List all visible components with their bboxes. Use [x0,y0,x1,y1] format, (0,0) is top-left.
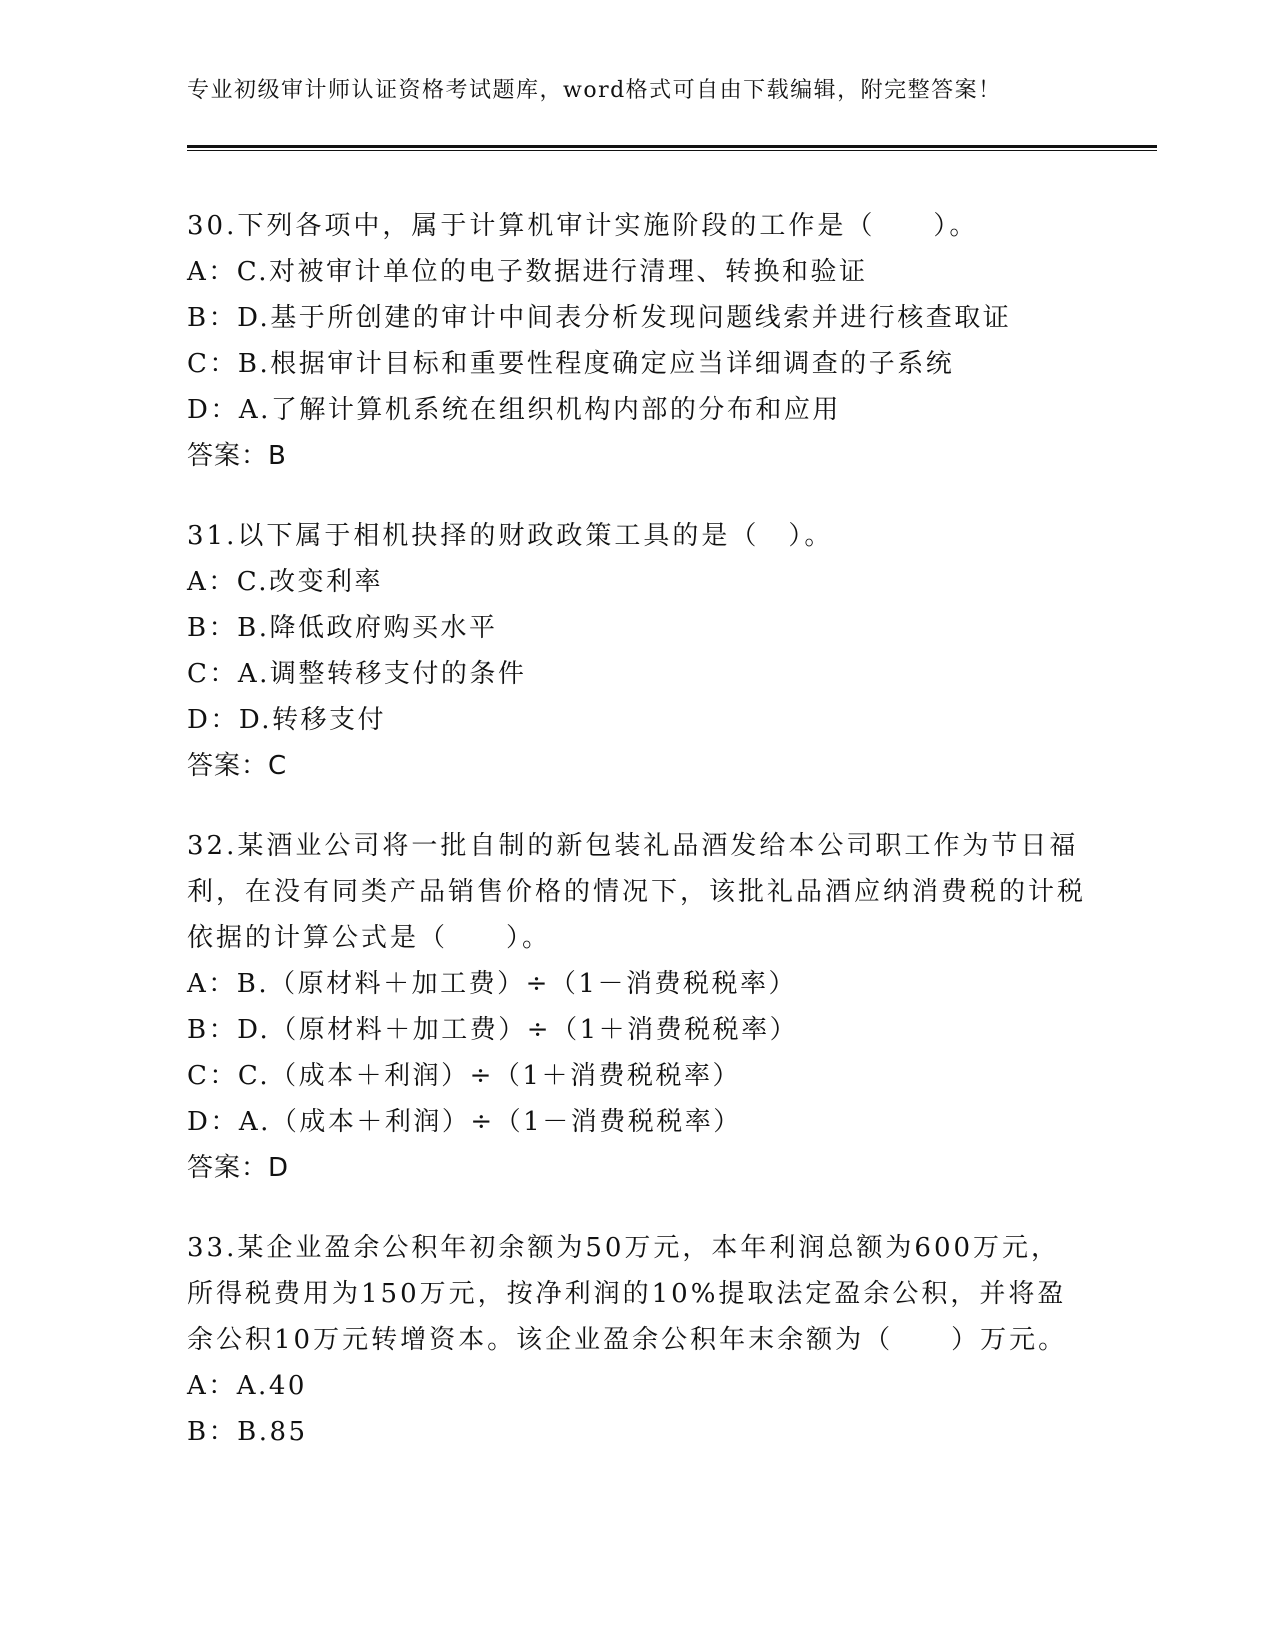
option-b: B：D.（原材料＋加工费）÷（1＋消费税税率） [187,1015,799,1045]
option-c: C：B.根据审计目标和重要性程度确定应当详细调查的子系统 [187,349,955,379]
answer-label: 答案：C [187,751,288,781]
option-a: A：C.对被审计单位的电子数据进行清理、转换和验证 [187,257,868,287]
question-stem: 32.某酒业公司将一批自制的新包装礼品酒发给本公司职工作为节日福利，在没有同类产品销售价格的情况下，该批礼品酒应纳消费税的计税依据的计算公式是（ ）。 [187,831,1087,953]
option-c: C：C.（成本＋利润）÷（1＋消费税税率） [187,1061,741,1091]
option-d: D：A.了解计算机系统在组织机构内部的分布和应用 [187,395,841,425]
option-c: C：A.调整转移支付的条件 [187,659,527,689]
option-a: A：C.改变利率 [187,567,384,597]
document-header: 专业初级审计师认证资格考试题库，word格式可自由下载编辑，附完整答案！ [187,78,1002,103]
answer-label: 答案：D [187,1153,290,1183]
question-stem: 31.以下属于相机抉择的财政政策工具的是（ ）。 [187,521,834,551]
header-divider-thin [187,150,1157,151]
question-32 [187,823,1087,1191]
question-33 [187,1225,1087,1455]
option-d: D：D.转移支付 [187,705,387,735]
option-a: A：A.40 [187,1371,307,1401]
answer-label: 答案：B [187,441,287,471]
option-b: B：B.85 [187,1417,308,1447]
question-list [187,203,1087,1489]
question-30 [187,203,1087,479]
header-divider-thick [187,145,1157,148]
option-b: B：D.基于所创建的审计中间表分析发现问题线索并进行核查取证 [187,303,1012,333]
question-stem: 33.某企业盈余公积年初余额为50万元，本年利润总额为600万元，所得税费用为150万元，按净利润的10%提取法定盈余公积，并将盈余公积10万元转增资本。该企业盈余公积年末余额为（ ）万元。 [187,1233,1068,1355]
option-d: D：A.（成本＋利润）÷（1－消费税税率） [187,1107,742,1137]
question-31 [187,513,1087,789]
question-stem: 30.下列各项中，属于计算机审计实施阶段的工作是（ ）。 [187,211,979,241]
option-a: A：B.（原材料＋加工费）÷（1－消费税税率） [187,969,797,999]
option-b: B：B.降低政府购买水平 [187,613,498,643]
